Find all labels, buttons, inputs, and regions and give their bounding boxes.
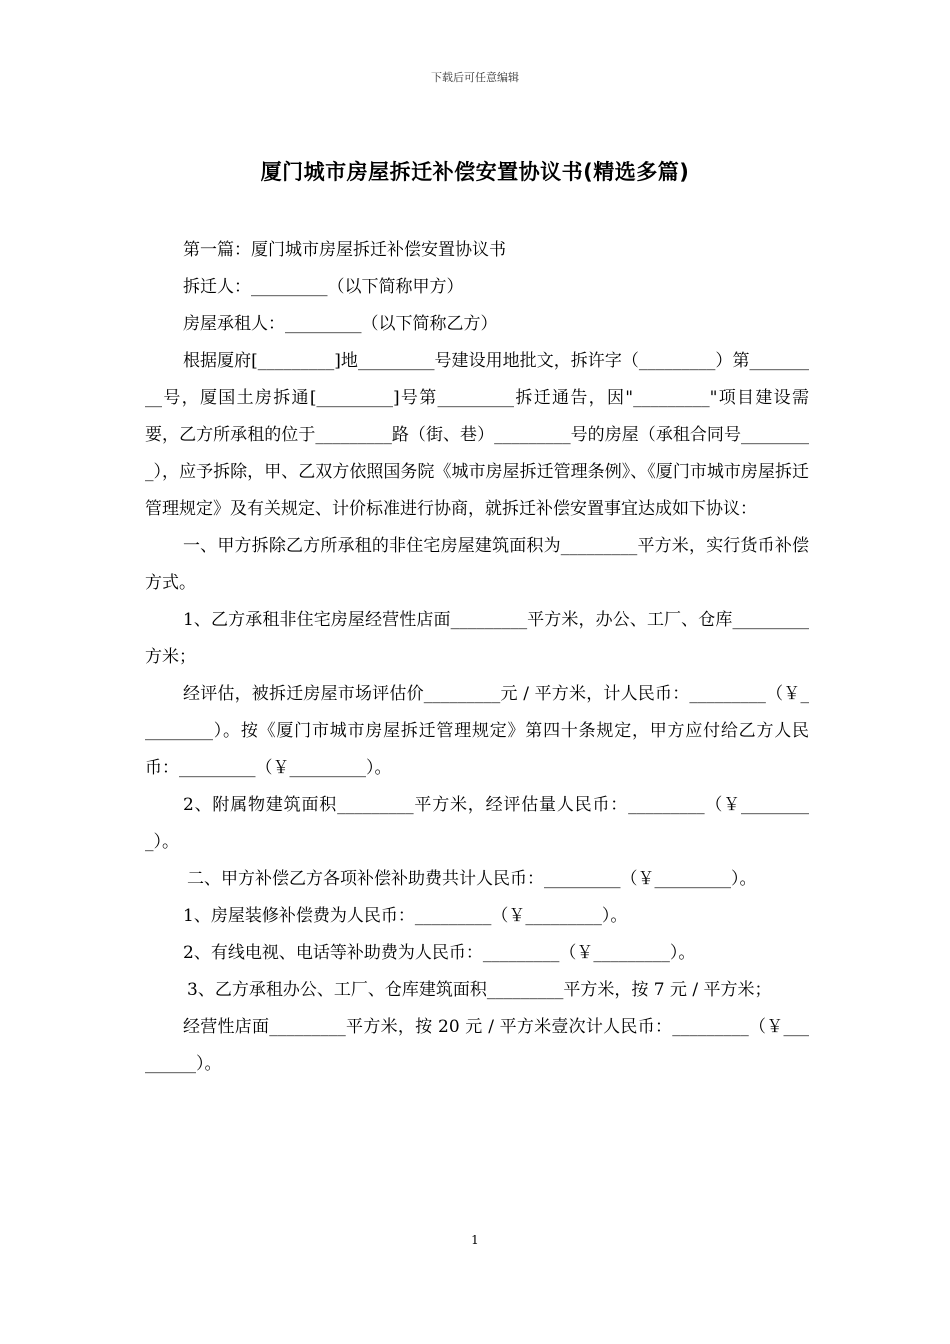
paragraph-clause-1-item-2: 2、附属物建筑面积_________平方米，经评估量人民币：_________（￥_________）。 [145, 795, 809, 852]
document-body [145, 232, 809, 1083]
paragraph-storefront: 经营性店面_________平方米，按 20 元 / 平方米壹次计人民币：_________（￥_________）。 [145, 1017, 809, 1074]
paragraph-preamble: 根据厦府[_________]地_________号建设用地批文，拆许字（_________）第_________号，厦国土房拆通[_________]号第_________拆迁通告，因"_________"项目建设需要，乙方所承租的位于_________路（街、巷）_________号的房屋（承租合同号_________），应予拆除，甲、乙双方依照国务院《城市房屋拆迁管理条例》、《厦门市城市房屋拆迁管理规定》及有关规定、计价标准进行协商，就拆迁补偿安置事宜达成如下协议： [145, 351, 809, 519]
paragraph-clause-2-item-2: 2、有线电视、电话等补助费为人民币：_________（￥_________）。 [183, 943, 696, 963]
paragraph-valuation: 经评估，被拆迁房屋市场评估价_________元 / 平方米，计人民币：_________（￥_________）。按《厦门市城市房屋拆迁管理规定》第四十条规定，甲方应付给乙方人民币：_________（￥_________）。 [145, 684, 809, 778]
paragraph-clause-1-item-1: 1、乙方承租非住宅房屋经营性店面_________平方米，办公、工厂、仓库_________方米； [145, 610, 809, 667]
paragraph-clause-1: 一、甲方拆除乙方所承租的非住宅房屋建筑面积为_________平方米，实行货币补偿方式。 [145, 536, 809, 593]
page-number: 1 [471, 1233, 479, 1247]
paragraph-demolisher: 拆迁人：_________（以下简称甲方） [183, 277, 464, 297]
paragraph-clause-2-item-1: 1、房屋装修补偿费为人民币：_________（￥_________）。 [183, 906, 628, 926]
paragraph-tenant: 房屋承租人：_________（以下简称乙方） [183, 314, 498, 334]
paragraph-clause-2: 二、甲方补偿乙方各项补偿补助费共计人民币：_________（￥_________）。 [187, 869, 757, 889]
header-note: 下载后可任意编辑 [431, 71, 519, 84]
document-title: 厦门城市房屋拆迁补偿安置协议书(精选多篇) [260, 160, 690, 184]
paragraph-clause-2-item-3: 3、乙方承租办公、工厂、仓库建筑面积_________平方米，按 7 元 / 平方米； [187, 980, 772, 1000]
paragraph-section-heading: 第一篇：厦门城市房屋拆迁补偿安置协议书 [183, 240, 506, 260]
